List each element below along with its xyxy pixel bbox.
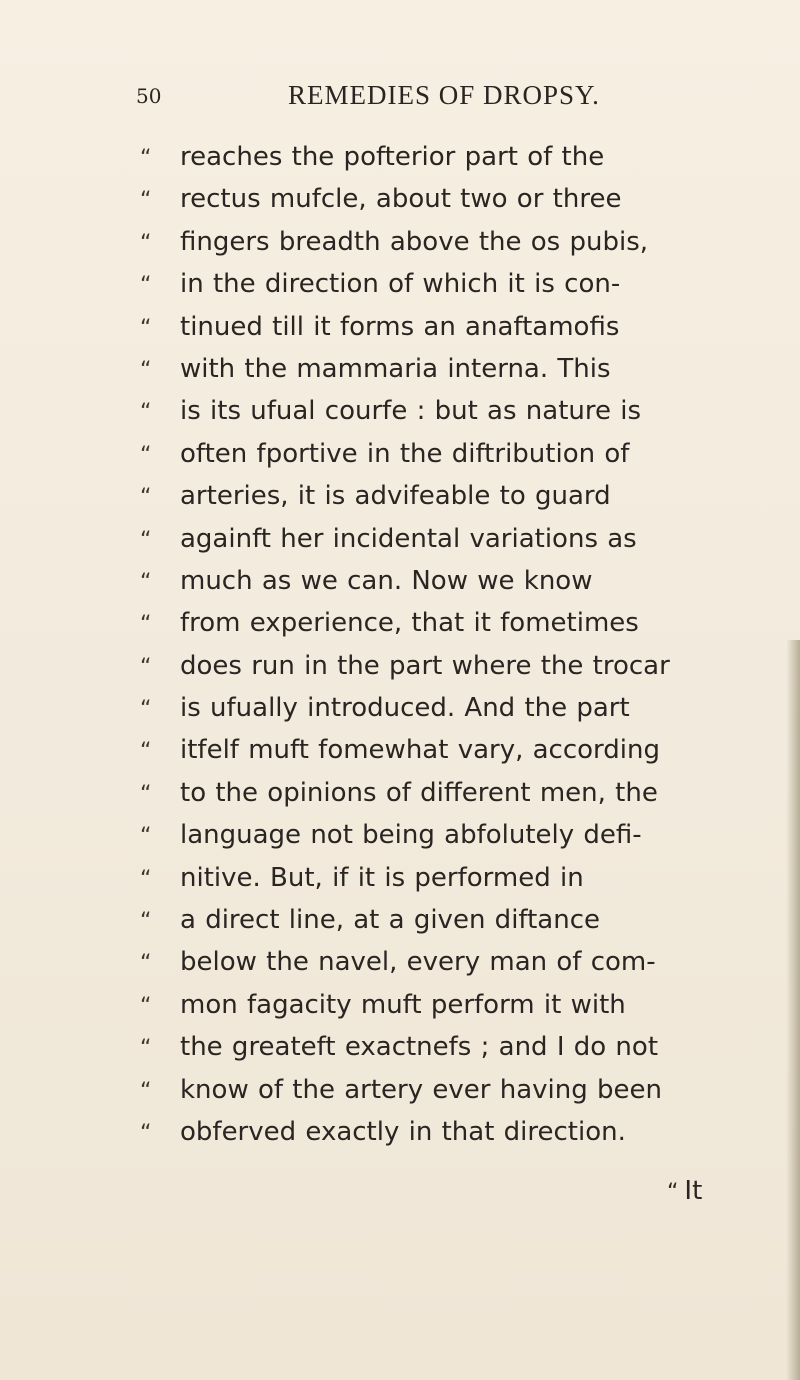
text-line <box>140 263 760 305</box>
quote-mark: “ <box>140 909 152 935</box>
line-text: is its ufual courfe : but as nature is <box>180 396 642 427</box>
quote-mark: “ <box>140 273 152 299</box>
line-text: to the opinions of different men, the <box>180 777 658 808</box>
quote-mark: “ <box>140 1120 152 1146</box>
quote-mark: “ <box>140 1078 152 1104</box>
line-text: the greateft exactnefs ; and I do not <box>180 1032 659 1063</box>
text-line <box>140 178 760 220</box>
quote-mark: “ <box>140 442 152 468</box>
line-text: arteries, it is advifeable to guard <box>180 481 611 512</box>
line-text: much as we can. Now we know <box>180 565 593 596</box>
quote-mark: “ <box>140 569 152 595</box>
text-line <box>140 390 760 432</box>
line-text: a direct line, at a given diftance <box>180 905 601 936</box>
text-line <box>140 518 760 560</box>
page-edge-shadow <box>786 640 800 1380</box>
text-line <box>140 1069 760 1111</box>
quote-mark: “ <box>140 697 152 723</box>
line-text: rectus mufcle, about two or three <box>180 184 622 215</box>
text-line <box>140 729 760 771</box>
quote-mark: “ <box>140 188 152 214</box>
body-text <box>140 136 760 1153</box>
text-line <box>140 348 760 390</box>
text-line <box>140 136 760 178</box>
line-text: does run in the part where the trocar <box>180 650 670 681</box>
text-line <box>140 560 760 602</box>
quote-mark: “ <box>140 866 152 892</box>
catchword <box>667 1170 702 1212</box>
line-text: againft her incidental variations as <box>180 523 637 554</box>
line-text: mon fagacity muft perform it with <box>180 989 626 1020</box>
quote-mark: “ <box>140 315 152 341</box>
line-text: reaches the pofterior part of the <box>180 142 605 172</box>
catchword-word: It <box>684 1176 703 1206</box>
text-line <box>140 772 760 814</box>
page-header <box>136 80 696 120</box>
quote-mark: “ <box>140 146 152 171</box>
line-text: know of the artery ever having been <box>180 1074 662 1105</box>
quote-mark: “ <box>140 824 152 850</box>
quote-mark: “ <box>140 739 152 765</box>
text-line <box>140 1026 760 1068</box>
quote-mark: “ <box>140 951 152 977</box>
line-text: from experience, that it fometimes <box>180 608 639 639</box>
line-text: obferved exactly in that direction. <box>180 1116 626 1147</box>
text-line <box>140 221 760 263</box>
text-line <box>140 984 760 1026</box>
quote-mark: “ <box>140 357 152 383</box>
quote-mark: “ <box>140 781 152 807</box>
line-text: often fportive in the diftribution of <box>180 438 630 469</box>
line-text: language not being abfolutely defi- <box>180 820 642 851</box>
quote-mark: “ <box>140 485 152 511</box>
catchword-quote: “ <box>667 1180 679 1205</box>
quote-mark: “ <box>140 993 152 1019</box>
text-line <box>140 645 760 687</box>
text-line <box>140 899 760 941</box>
running-head: REMEDIES OF DROPSY. <box>288 80 600 110</box>
text-line <box>140 433 760 475</box>
quote-mark: “ <box>140 230 152 256</box>
line-text: tinued till it forms an anaftamofis <box>180 311 620 342</box>
line-text: in the direction of which it is con- <box>180 269 621 300</box>
text-line <box>140 941 760 983</box>
line-text: fingers breadth above the os pubis, <box>180 226 649 257</box>
line-text: nitive. But, if it is performed in <box>180 862 584 893</box>
line-text: below the navel, every man of com- <box>180 947 656 978</box>
quote-mark: “ <box>140 400 152 426</box>
text-line <box>140 687 760 729</box>
line-text: itfelf muft fomewhat vary, according <box>180 735 660 766</box>
text-line <box>140 857 760 899</box>
line-text: is ufually introduced. And the part <box>180 693 630 724</box>
quote-mark: “ <box>140 527 152 553</box>
quote-mark: “ <box>140 654 152 680</box>
quote-mark: “ <box>140 1036 152 1062</box>
text-line <box>140 475 760 517</box>
line-text: with the mammaria interna. This <box>180 353 611 384</box>
text-line <box>140 1111 760 1153</box>
text-line <box>140 306 760 348</box>
page-number: 50 <box>136 84 162 108</box>
text-line <box>140 602 760 644</box>
quote-mark: “ <box>140 612 152 638</box>
text-line <box>140 814 760 856</box>
